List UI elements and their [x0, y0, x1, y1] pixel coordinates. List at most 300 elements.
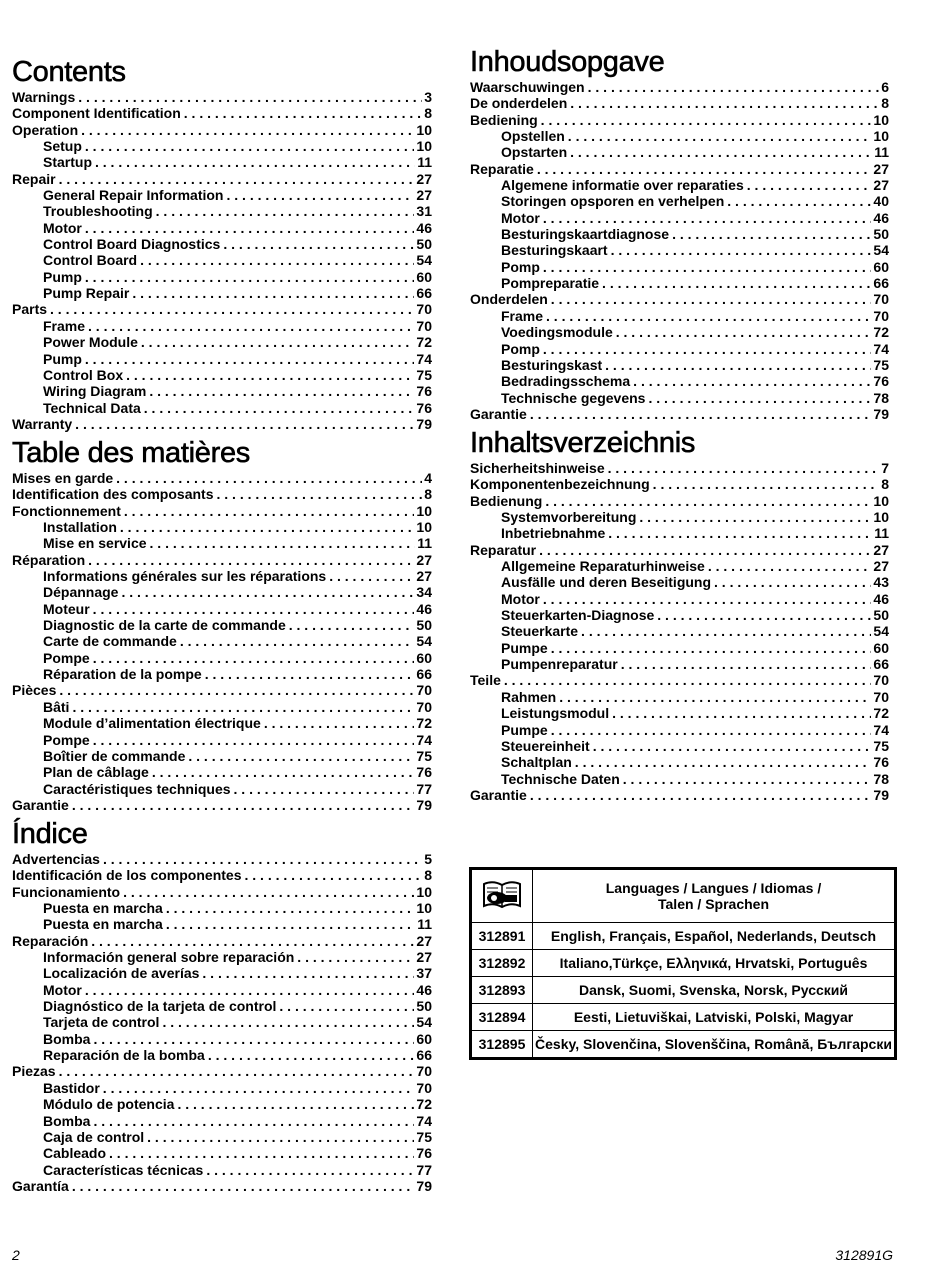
toc-entry: [470, 357, 889, 373]
dot-leader: [85, 138, 415, 154]
toc-entry-label: Opstellen: [501, 128, 565, 145]
toc-entry-page: 27: [873, 558, 889, 575]
toc-list: [470, 460, 889, 803]
toc-entry: [470, 373, 889, 389]
toc-entry-label: Mise en service: [43, 535, 147, 552]
toc-entry: [12, 252, 432, 268]
dot-leader: [611, 242, 872, 258]
toc-entry-label: Parts: [12, 301, 48, 318]
dot-leader: [91, 933, 414, 949]
toc-entry-label: Teile: [470, 672, 501, 689]
toc-entry: [470, 275, 889, 291]
toc-entry-page: 10: [416, 883, 432, 900]
dot-leader: [539, 542, 871, 558]
toc-entry: [12, 666, 432, 682]
toc-entry: [12, 699, 432, 715]
dot-leader: [543, 591, 872, 607]
manual-code: 312893: [471, 977, 533, 1004]
toc-entry: [470, 128, 889, 144]
toc-entry-page: 70: [416, 1079, 432, 1096]
dot-leader: [216, 486, 422, 502]
toc-entry-label: Bedradingsschema: [501, 373, 631, 390]
toc-entry: [470, 193, 889, 209]
toc-entry-label: Technische gegevens: [501, 389, 646, 406]
toc-entry-page: 60: [416, 268, 432, 285]
dot-leader: [551, 291, 872, 307]
toc-entry-page: 27: [416, 170, 432, 187]
toc-entry-label: Localización de averías: [43, 965, 200, 982]
toc-entry: [12, 203, 432, 219]
toc-entry-label: Module d’alimentation électrique: [43, 715, 261, 732]
dot-leader: [616, 324, 872, 340]
toc-entry-label: Información general sobre reparación: [43, 949, 295, 966]
toc-list: [12, 851, 432, 1194]
dot-leader: [59, 682, 414, 698]
dot-leader: [747, 177, 872, 193]
toc-entry-page: 79: [416, 796, 432, 813]
dot-leader: [653, 476, 880, 492]
toc-entry-label: Storingen opsporen en verhelpen: [501, 193, 725, 210]
toc-entry-page: 66: [416, 666, 432, 683]
toc-entry-page: 72: [416, 1096, 432, 1113]
toc-entry-page: 79: [873, 405, 889, 422]
toc-entry-page: 60: [873, 639, 889, 656]
toc-inhoudsopgave: [470, 45, 889, 422]
dot-leader: [152, 764, 415, 780]
toc-entry-label: Dépannage: [43, 584, 119, 601]
toc-entry-page: 11: [417, 535, 432, 552]
toc-entry-page: 77: [416, 1161, 432, 1178]
toc-entry: [12, 682, 432, 698]
toc-entry-label: Warranty: [12, 415, 73, 432]
toc-entry-label: Opstarten: [501, 144, 568, 161]
languages-header-line1: Languages / Langues / Idiomas /: [605, 880, 822, 896]
dot-leader: [504, 672, 872, 688]
toc-entry: [12, 748, 432, 764]
dot-leader: [537, 161, 872, 177]
dot-leader: [93, 650, 415, 666]
toc-entry: [12, 1162, 432, 1178]
toc-entry: [12, 269, 432, 285]
toc-entry-label: Funcionamiento: [12, 883, 121, 900]
toc-entry-page: 11: [874, 525, 889, 542]
toc-entry-page: 54: [873, 623, 889, 640]
toc-entry: [12, 1063, 432, 1079]
toc-entry: [12, 1047, 432, 1063]
toc-entry: [470, 607, 889, 623]
toc-entry: [12, 220, 432, 236]
toc-entry-label: Pumpe: [501, 721, 548, 738]
manual-languages: Italiano,Türkçe, Ελληνικά, Hrvatski, Português: [533, 950, 896, 977]
dot-leader: [570, 95, 879, 111]
toc-entry: [470, 591, 889, 607]
toc-entry-page: 78: [873, 389, 889, 406]
toc-entry: [470, 161, 889, 177]
toc-entry-label: Pompreparatie: [501, 275, 600, 292]
toc-entry: [470, 79, 889, 95]
languages-row: [471, 923, 896, 950]
toc-entry-page: 27: [873, 541, 889, 558]
toc-entry-page: 46: [416, 600, 432, 617]
dot-leader: [289, 617, 415, 633]
toc-entry-page: 10: [873, 111, 889, 128]
dot-leader: [88, 552, 414, 568]
dot-leader: [184, 105, 422, 121]
toc-entry-label: Carte de commande: [43, 633, 177, 650]
toc-entry: [12, 732, 432, 748]
toc-entry: [12, 301, 432, 317]
toc-entry: [12, 400, 432, 416]
toc-entry-page: 74: [416, 350, 432, 367]
toc-entry: [470, 640, 889, 656]
dot-leader: [543, 259, 872, 275]
toc-entry-page: 27: [873, 160, 889, 177]
dot-leader: [205, 666, 415, 682]
toc-entry-label: Motor: [501, 209, 540, 226]
toc-entry-label: Diagnóstico de la tarjeta de control: [43, 998, 277, 1015]
toc-entry: [470, 672, 889, 688]
toc-entry-page: 66: [416, 1047, 432, 1064]
languages-header-line2: Talen / Sprachen: [658, 896, 769, 912]
dot-leader: [226, 187, 414, 203]
manual-code: 312892: [471, 950, 533, 977]
toc-entry-label: Informations générales sur les réparations: [43, 568, 327, 585]
dot-leader: [575, 754, 872, 770]
toc-entry-label: Pièces: [12, 682, 57, 699]
dot-leader: [657, 607, 871, 623]
toc-entry: [12, 535, 432, 551]
toc-entry-page: 75: [873, 356, 889, 373]
toc-entry-page: 10: [416, 121, 432, 138]
toc-entry-page: 8: [881, 476, 889, 493]
toc-entry-label: Advertencias: [12, 851, 100, 867]
toc-entry-label: Pompe: [43, 731, 90, 748]
dot-leader: [180, 633, 415, 649]
toc-entry: [12, 568, 432, 584]
toc-entry: [12, 105, 432, 121]
toc-entry-page: 6: [881, 79, 889, 95]
toc-entry-label: Troubleshooting: [43, 203, 153, 220]
toc-entry-label: Reparatur: [470, 541, 537, 558]
toc-entry-page: 50: [416, 617, 432, 634]
toc-entry-page: 75: [416, 366, 432, 383]
toc-entry: [470, 738, 889, 754]
toc-entry-page: 54: [416, 1014, 432, 1031]
dot-leader: [568, 128, 872, 144]
dot-leader: [93, 1113, 414, 1129]
toc-entry: [12, 486, 432, 502]
toc-contents: [12, 55, 432, 432]
toc-entry-page: 72: [873, 705, 889, 722]
toc-entry: [12, 187, 432, 203]
toc-entry: [12, 89, 432, 105]
toc-entry-label: Garantie: [12, 796, 69, 813]
toc-entry-label: Módulo de potencia: [43, 1096, 175, 1113]
dot-leader: [85, 351, 415, 367]
toc-entry-page: 8: [424, 486, 432, 503]
toc-entry: [470, 291, 889, 307]
dot-leader: [297, 949, 414, 965]
dot-leader: [672, 226, 871, 242]
dot-leader: [581, 623, 871, 639]
toc-entry-page: 10: [416, 900, 432, 917]
toc-entry-label: Pompe: [43, 649, 90, 666]
toc-entry-label: Réparation: [12, 551, 86, 568]
dot-leader: [116, 470, 422, 486]
dot-leader: [530, 406, 872, 422]
toc-entry-label: Inbetriebnahme: [501, 525, 606, 542]
toc-entry: [470, 112, 889, 128]
dot-leader: [166, 900, 415, 916]
toc-entry-page: 46: [873, 209, 889, 226]
toc-entry: [470, 656, 889, 672]
toc-list: [12, 89, 432, 432]
dot-leader: [708, 558, 872, 574]
toc-entry: [470, 177, 889, 193]
toc-inhaltsverzeichnis: [470, 426, 889, 803]
dot-leader: [95, 154, 415, 170]
dot-leader: [223, 236, 414, 252]
toc-entry-label: De onderdelen: [470, 95, 568, 112]
toc-entry: [470, 787, 889, 803]
toc-entry-label: Caja de control: [43, 1128, 145, 1145]
toc-entry-page: 78: [873, 770, 889, 787]
section-title: Contents: [12, 56, 126, 88]
toc-entry: [12, 949, 432, 965]
toc-entry-label: Identificación de los componentes: [12, 867, 242, 884]
toc-entry-label: Caractéristiques techniques: [43, 780, 231, 797]
dot-leader: [93, 732, 415, 748]
dot-leader: [633, 373, 871, 389]
section-title: Inhaltsverzeichnis: [470, 427, 696, 459]
manual-languages: Česky, Slovenčina, Slovenščina, Română, Български: [533, 1031, 896, 1059]
toc-entry-label: Bâti: [43, 698, 70, 715]
toc-entry: [12, 1178, 432, 1194]
toc-entry: [12, 334, 432, 350]
toc-entry-label: Besturingskaartdiagnose: [501, 226, 670, 243]
dot-leader: [141, 334, 415, 350]
toc-entry-label: Technical Data: [43, 399, 141, 416]
dot-leader: [551, 722, 872, 738]
toc-entry-label: Bediening: [470, 111, 538, 128]
toc-entry: [12, 383, 432, 399]
toc-entry-label: Installation: [43, 519, 117, 536]
toc-entry-label: Pump Repair: [43, 285, 130, 302]
toc-entry: [12, 617, 432, 633]
toc-entry-page: 75: [416, 747, 432, 764]
toc-entry-page: 79: [873, 786, 889, 803]
dot-leader: [126, 367, 414, 383]
dot-leader: [279, 998, 414, 1014]
toc-entry-page: 50: [873, 226, 889, 243]
toc-entry: [470, 705, 889, 721]
toc-entry-label: Voedingsmodule: [501, 324, 613, 341]
toc-entry-page: 70: [416, 682, 432, 699]
page-number: 2: [12, 1247, 20, 1263]
toc-entry-label: Besturingskast: [501, 356, 603, 373]
toc-entry: [470, 95, 889, 111]
dot-leader: [150, 535, 416, 551]
toc-entry: [470, 460, 889, 476]
toc-entry-page: 76: [416, 1145, 432, 1162]
toc-entry-label: Motor: [501, 590, 540, 607]
dot-leader: [72, 797, 415, 813]
toc-entry-page: 37: [416, 965, 432, 982]
toc-entry: [12, 884, 432, 900]
toc-entry-label: Repair: [12, 170, 56, 187]
toc-entry-page: 27: [416, 568, 432, 585]
toc-entry-label: Ausfälle und deren Beseitigung: [501, 574, 712, 591]
languages-row: [471, 977, 896, 1004]
toc-entry: [470, 542, 889, 558]
languages-row: [471, 1004, 896, 1031]
toc-entry: [470, 341, 889, 357]
toc-entry-label: Pumpe: [501, 639, 548, 656]
toc-entry: [470, 390, 889, 406]
toc-entry-page: 54: [416, 633, 432, 650]
manual-code: 312895: [471, 1031, 533, 1059]
dot-leader: [93, 601, 415, 617]
toc-entry-label: Control Board: [43, 252, 138, 269]
toc-entry-label: Reparatie: [470, 160, 534, 177]
dot-leader: [147, 1129, 414, 1145]
dot-leader: [72, 1178, 415, 1194]
toc-entry-page: 10: [416, 519, 432, 536]
toc-entry-label: Réparation de la pompe: [43, 666, 202, 683]
toc-entry-page: 31: [416, 203, 432, 220]
toc-entry-label: Systemvorbereitung: [501, 509, 637, 526]
toc-entry: [470, 259, 889, 275]
toc-entry-page: 75: [873, 737, 889, 754]
toc-entry-label: Mises en garde: [12, 470, 114, 486]
toc-entry: [12, 764, 432, 780]
toc-entry-page: 60: [416, 649, 432, 666]
toc-entry-page: 10: [873, 492, 889, 509]
toc-entry: [470, 210, 889, 226]
toc-entry: [12, 650, 432, 666]
toc-entry-page: 70: [416, 698, 432, 715]
toc-entry-page: 10: [873, 509, 889, 526]
toc-entry: [470, 771, 889, 787]
toc-entry-label: Tarjeta de control: [43, 1014, 160, 1031]
dot-leader: [588, 79, 880, 95]
languages-header-cell: [533, 869, 896, 923]
toc-entry-label: Pomp: [501, 258, 540, 275]
dot-leader: [59, 171, 415, 187]
toc-entry: [12, 1145, 432, 1161]
toc-entry-label: Plan de câblage: [43, 764, 149, 781]
toc-entry-label: Bedienung: [470, 492, 543, 509]
toc-entry-page: 70: [873, 672, 889, 689]
dot-leader: [648, 390, 871, 406]
toc-entry-page: 74: [416, 1112, 432, 1129]
toc-entry-label: Identification des composants: [12, 486, 214, 503]
dot-leader: [608, 460, 880, 476]
toc-entry: [12, 715, 432, 731]
manual-book-icon: [480, 876, 524, 914]
toc-entry-page: 46: [416, 981, 432, 998]
section-title: Índice: [12, 818, 88, 850]
toc-entry-page: 7: [881, 460, 889, 476]
toc-indice: [12, 817, 432, 1194]
dot-leader: [85, 220, 415, 236]
toc-table-des-matieres: [12, 436, 432, 813]
dot-leader: [546, 308, 871, 324]
toc-entry: [12, 1096, 432, 1112]
toc-entry: [12, 965, 432, 981]
dot-leader: [602, 275, 871, 291]
dot-leader: [85, 269, 415, 285]
dot-leader: [727, 193, 871, 209]
toc-entry: [470, 623, 889, 639]
toc-entry: [470, 242, 889, 258]
toc-entry: [470, 509, 889, 525]
toc-entry-page: 27: [873, 177, 889, 194]
toc-entry: [470, 476, 889, 492]
dot-leader: [121, 584, 414, 600]
toc-entry: [12, 552, 432, 568]
toc-entry-page: 79: [416, 1177, 432, 1194]
dot-leader: [570, 144, 872, 160]
document-number: 312891G: [835, 1247, 893, 1263]
languages-table: [469, 867, 897, 1060]
toc-entry-page: 74: [873, 340, 889, 357]
languages-row: [471, 1031, 896, 1059]
toc-entry-label: Startup: [43, 154, 92, 171]
dot-leader: [329, 568, 414, 584]
languages-row: [471, 950, 896, 977]
toc-entry-page: 76: [416, 399, 432, 416]
toc-entry-label: Sicherheitshinweise: [470, 460, 605, 476]
toc-entry-page: 70: [873, 688, 889, 705]
toc-entry-label: Schaltplan: [501, 754, 572, 771]
dot-leader: [208, 1047, 415, 1063]
dot-leader: [244, 867, 422, 883]
toc-entry-label: Características técnicas: [43, 1161, 204, 1178]
toc-entry-page: 54: [873, 242, 889, 259]
toc-entry-label: Piezas: [12, 1063, 56, 1080]
toc-entry-label: Bomba: [43, 1112, 91, 1129]
toc-entry-page: 50: [416, 236, 432, 253]
toc-entry-page: 46: [873, 590, 889, 607]
toc-entry: [470, 226, 889, 242]
toc-entry-label: Algemene informatie over reparaties: [501, 177, 744, 194]
toc-entry-page: 11: [874, 144, 889, 161]
dot-leader: [206, 1162, 414, 1178]
toc-entry: [12, 236, 432, 252]
dot-leader: [50, 301, 414, 317]
toc-entry: [12, 633, 432, 649]
toc-entry-label: Garantía: [12, 1177, 69, 1194]
toc-entry-label: Bastidor: [43, 1079, 100, 1096]
toc-entry-page: 8: [424, 867, 432, 884]
dot-leader: [612, 705, 871, 721]
dot-leader: [541, 112, 872, 128]
toc-entry: [470, 558, 889, 574]
toc-entry-label: Komponentenbezeichnung: [470, 476, 650, 493]
toc-entry-label: Pumpenreparatur: [501, 656, 618, 673]
toc-entry-page: 10: [416, 502, 432, 519]
toc-entry-label: Power Module: [43, 334, 138, 351]
toc-entry-label: Warnings: [12, 89, 76, 105]
languages-table-header: [471, 869, 896, 923]
toc-entry-label: Frame: [501, 307, 544, 324]
dot-leader: [78, 89, 422, 105]
toc-entry-page: 70: [416, 317, 432, 334]
dot-leader: [530, 787, 872, 803]
toc-entry-page: 27: [416, 187, 432, 204]
dot-leader: [149, 383, 414, 399]
